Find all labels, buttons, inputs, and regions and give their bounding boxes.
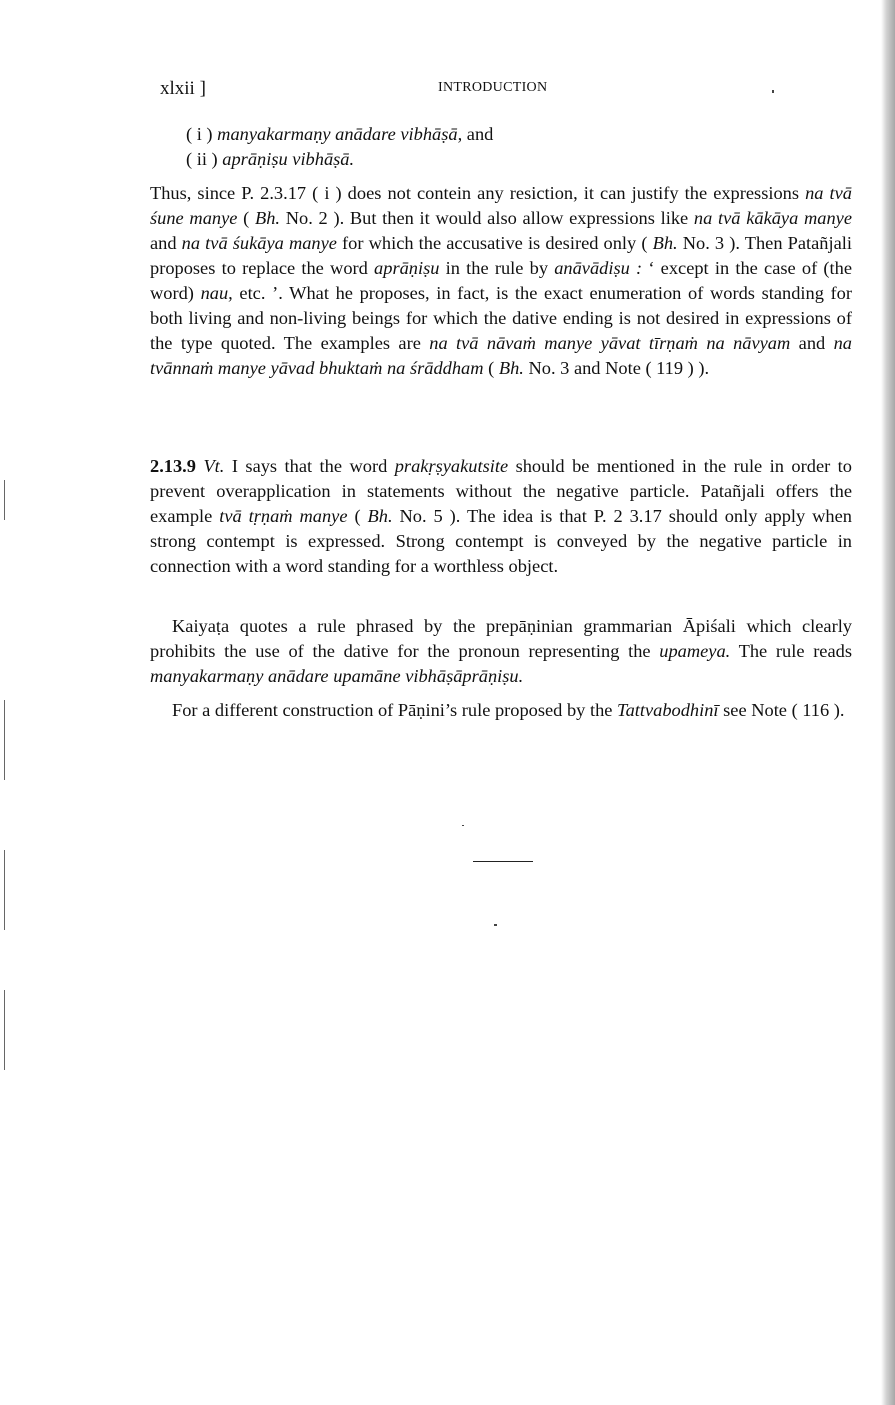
list-item: ( ii ) aprāṇiṣu vibhāṣā. <box>186 149 355 169</box>
page-edge-shadow <box>881 0 895 1405</box>
running-title: INTRODUCTION <box>438 80 548 95</box>
scan-speck <box>772 90 774 93</box>
page-number: xlxii ] <box>160 78 206 99</box>
rule-list <box>186 122 888 172</box>
scan-speck <box>494 924 497 926</box>
scan-mark <box>4 700 5 780</box>
paragraph-1: Thus, since P. 2.3.17 ( i ) does not contein any resiction, it can justify the expressions na tvā śune manye ( Bh. No. 2 ). But then it would also allow expressions like na tvā kākāya manye and na tvā śukāya manye for which the accusative is desired only ( Bh. No. 3 ). Then Patañjali proposes to replace the word aprāṇiṣu in the rule by anāvādiṣu : ‘ except in the case of (the word) nau, etc. ’. What he proposes, in fact, is the exact enumeration of words standing for both living and non-living beings for which the dative ending is not desired in expressions of the type quoted. The examples are na tvā nāvaṁ manye yāvat tīrṇaṁ na nāvyam and na tvānnaṁ manye yāvad bhuktaṁ na śrāddham ( Bh. No. 3 and Note ( 119 ) ). <box>150 183 853 378</box>
paragraph-3: Kaiyaṭa quotes a rule phrased by the prepāṇinian grammarian Āpiśali which clearly prohibits the use of the dative for the pronoun representing the upameya. The rule reads manyakarmaṇy anādare upamāne vibhāṣāprāṇiṣu. <box>150 616 852 686</box>
scan-mark <box>4 990 5 1070</box>
end-rule <box>473 861 533 862</box>
section-number: 2.13.9 <box>150 456 196 476</box>
page-header <box>160 78 860 102</box>
scan-speck <box>462 825 464 826</box>
list-item: ( i ) manyakarmaṇy anādare vibhāṣā, and <box>186 124 494 144</box>
paragraph-4: For a different construction of Pāṇini’s rule proposed by the Tattvabodhinī see Note ( 116 ). <box>172 700 845 720</box>
scan-mark <box>4 480 5 520</box>
scan-mark <box>4 850 5 930</box>
paragraph-2: 2.13.9 Vt. I says that the word prakṛṣyakutsite should be mentioned in the rule in order to prevent overapplication in statements without the negative particle. Patañjali offers the example tvā tṛṇaṁ manye ( Bh. No. 5 ). The idea is that P. 2 3.17 should only apply when strong contempt is expressed. Strong contempt is conveyed by the negative particle in connection with a word standing for a worthless object. <box>150 456 852 576</box>
